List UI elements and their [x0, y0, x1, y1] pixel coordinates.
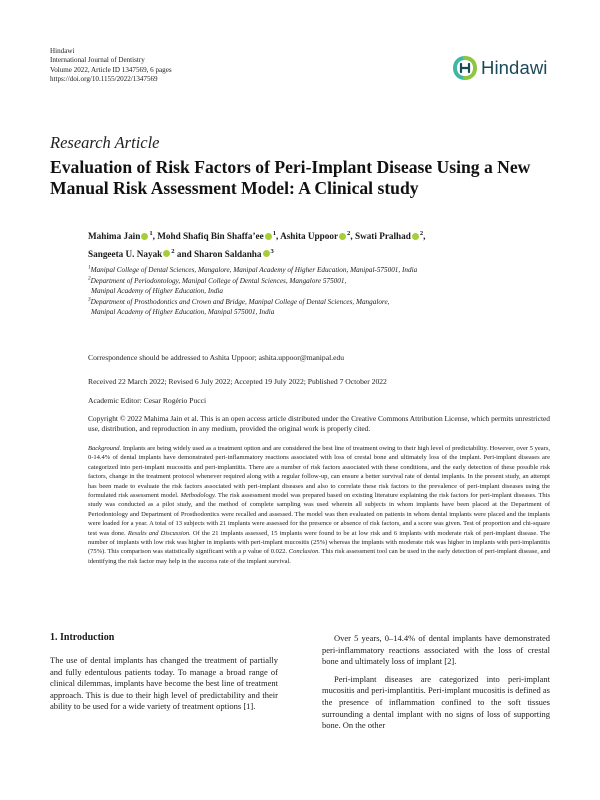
- publisher-name: Hindawi: [50, 47, 75, 55]
- publication-dates: Received 22 March 2022; Revised 6 July 2022; Accepted 19 July 2022; Published 7 October 2022: [88, 377, 387, 386]
- section-heading-introduction: 1. Introduction: [50, 632, 115, 643]
- journal-info: [50, 47, 172, 84]
- author-affiliation-number: 2: [171, 247, 175, 255]
- volume-line: Volume 2022, Article ID 1347569, 6 pages: [50, 65, 172, 74]
- author-name: Mohd Shafiq Bin Shaffa’ee: [157, 231, 264, 241]
- affiliation-line: Manipal College of Dental Sciences, Mangalore, Manipal Academy of Higher Education, Manipal-575001, India: [90, 266, 418, 274]
- orcid-icon[interactable]: [163, 250, 170, 257]
- abstract-conclusion-label: Conclusion.: [288, 548, 320, 556]
- affiliation: [88, 277, 548, 296]
- academic-editor: Academic Editor: Cesar Rogério Pucci: [88, 396, 207, 405]
- introduction-right-column: [322, 633, 550, 738]
- affiliation-line: Department of Prosthodontics and Crown and Bridge, Manipal College of Dental Sciences, Mangalore,: [90, 298, 390, 307]
- author-separator: ,: [350, 231, 355, 241]
- affiliation-line: Manipal Academy of Higher Education, Manipal 575001, India: [91, 307, 275, 316]
- abstract-background-label: Background.: [88, 445, 122, 452]
- abstract-conclusion: This risk assessment tool can be used in the early detection of peri-implant disease, and identifying the risk factor may help in the success rate of the implant survival.: [88, 548, 550, 565]
- paragraph: The use of dental implants has changed the treatment of partially and fully edentulous patients today. To manage a broad range of clinical dilemmas, implants have become the best line of treatment approach. This is due to their high level of predictability and their ability to be used for a wide variety of treatment options [1].: [50, 655, 278, 712]
- affiliation-line: Department of Periodontology, Manipal College of Dental Sciences, Mangalore 575001,: [90, 277, 347, 286]
- author-separator: ,: [152, 231, 158, 241]
- abstract-results-label: Results and Discussion.: [127, 529, 191, 537]
- correspondence: Correspondence should be addressed to Ashita Uppoor; ashita.uppoor@manipal.edu: [88, 353, 345, 362]
- author-name: Mahima Jain: [88, 231, 141, 241]
- affiliation-line: Manipal Academy of Higher Education, India: [91, 286, 224, 295]
- affiliation-number: 3: [88, 296, 91, 303]
- abstract-methodology-label: Methodology.: [180, 492, 217, 500]
- hindawi-logo-icon: [452, 55, 478, 81]
- author-affiliation-number: 1: [149, 229, 153, 237]
- affiliation-number: 1: [88, 264, 91, 271]
- orcid-icon[interactable]: [263, 250, 270, 257]
- affiliation: [88, 266, 548, 275]
- abstract-methodology: The risk assessment model was prepared based on existing literature explaining the risk factors for peri-implant diseases. This study was conducted as a pilot study, and the method of complete sampling was used wherein all subjects in whom implants have been placed at the Department of Periodontology and Department of Prosthodontics were recalled and assessed. The model was then evaluated on patients in whom dental implants were placed and the implants were loaded for a year. A total of 13 subjects with 21 implants were assessed for the presence or absence of risk factors, and a score was given. Test of proportion and chi-square test was done.: [88, 492, 550, 537]
- author-affiliation-number: 1: [272, 229, 276, 237]
- hindawi-logo[interactable]: [452, 55, 548, 81]
- abstract-background: Implants are being widely used as a treatment option and are considered the best line of treatment owing to their high level of predictability. However, over 5 years, 0-14.4% of dental implants have demonstrated peri-inflammatory reactions associated with loss of crestal bone and ultimately loss of the implant. Peri-implant diseases are categorized into peri-implant mucositis and peri-implantitis. There are a number of risk factors associated with these conditions, and the early detection of these possible risk factors, change in the treatment protocol whenever required along with a regular follow-up, can ensure a better survival rate of dental implants. In the present study, an attempt has been made to evaluate the risk factors associated with peri-implant diseases and also to correlate these risk factors to the prevalence of peri-implant diseases using the formulated risk assessment model.: [88, 445, 550, 500]
- author-separator: ,: [423, 231, 426, 241]
- author-name: Swati Pralhad: [354, 231, 411, 241]
- paragraph: Peri-implant diseases are categorized into peri-implant mucositis and peri-implantitis. Peri-implant mucositis is defined as the presence of inflammation confined to the soft tissues surrounding a dental implant with no signs of loss of supporting bone. On the other: [322, 673, 550, 731]
- author-name: Sangeeta U. Nayak: [88, 248, 163, 259]
- author-affiliation-number: 2: [347, 229, 351, 237]
- paragraph: Over 5 years, 0–14.4% of dental implants have demonstrated peri-inflammatory reactions associated with the loss of crestal bone and ultimately loss of implant [2].: [322, 633, 550, 667]
- orcid-icon[interactable]: [265, 233, 272, 240]
- author-list: [88, 228, 548, 263]
- affiliation: [88, 298, 548, 317]
- author-affiliation-number: 2: [419, 229, 424, 237]
- abstract-results-b: value of 0.022.: [246, 548, 289, 556]
- affiliation-number: 2: [88, 276, 91, 283]
- author-affiliation-number: 3: [270, 247, 274, 255]
- article-type: Research Article: [50, 133, 160, 152]
- introduction-left-column: [50, 655, 278, 719]
- journal-name: International Journal of Dentistry: [50, 56, 145, 65]
- article-title: Evaluation of Risk Factors of Peri-Implant Disease Using a New Manual Risk Assessment Model: A Clinical study: [50, 157, 531, 198]
- orcid-icon[interactable]: [141, 233, 148, 240]
- abstract: [88, 444, 550, 566]
- orcid-icon[interactable]: [412, 233, 419, 240]
- abstract-results-a: Of the 21 implants assessed, 15 implants were found to be at low risk and 6 implants with moderate risk of peri-implant disease. The number of implants with low risk was higher in implants with peri-implant mucositis (25%) whereas the implants with moderate risk was higher in implants with peri-implantitis (75%). This comparison was statistically significant with a: [88, 529, 550, 556]
- author-separator: and: [174, 248, 195, 259]
- doi-link[interactable]: https://doi.org/10.1155/2022/1347569: [50, 74, 158, 83]
- affiliations: [88, 266, 548, 319]
- copyright-notice: Copyright © 2022 Mahima Jain et al. This is an open access article distributed under the Creative Commons Attribution License, which permits unrestricted use, distribution, and reproduction in any medium, provided the original work is properly cited.: [88, 414, 550, 433]
- author-name: Ashita Uppoor: [280, 231, 339, 241]
- p-value-symbol: p: [242, 548, 247, 556]
- hindawi-logo-text: Hindawi: [481, 57, 548, 78]
- author-name: Sharon Saldanha: [194, 248, 262, 259]
- orcid-icon[interactable]: [339, 233, 346, 240]
- author-separator: ,: [276, 231, 281, 241]
